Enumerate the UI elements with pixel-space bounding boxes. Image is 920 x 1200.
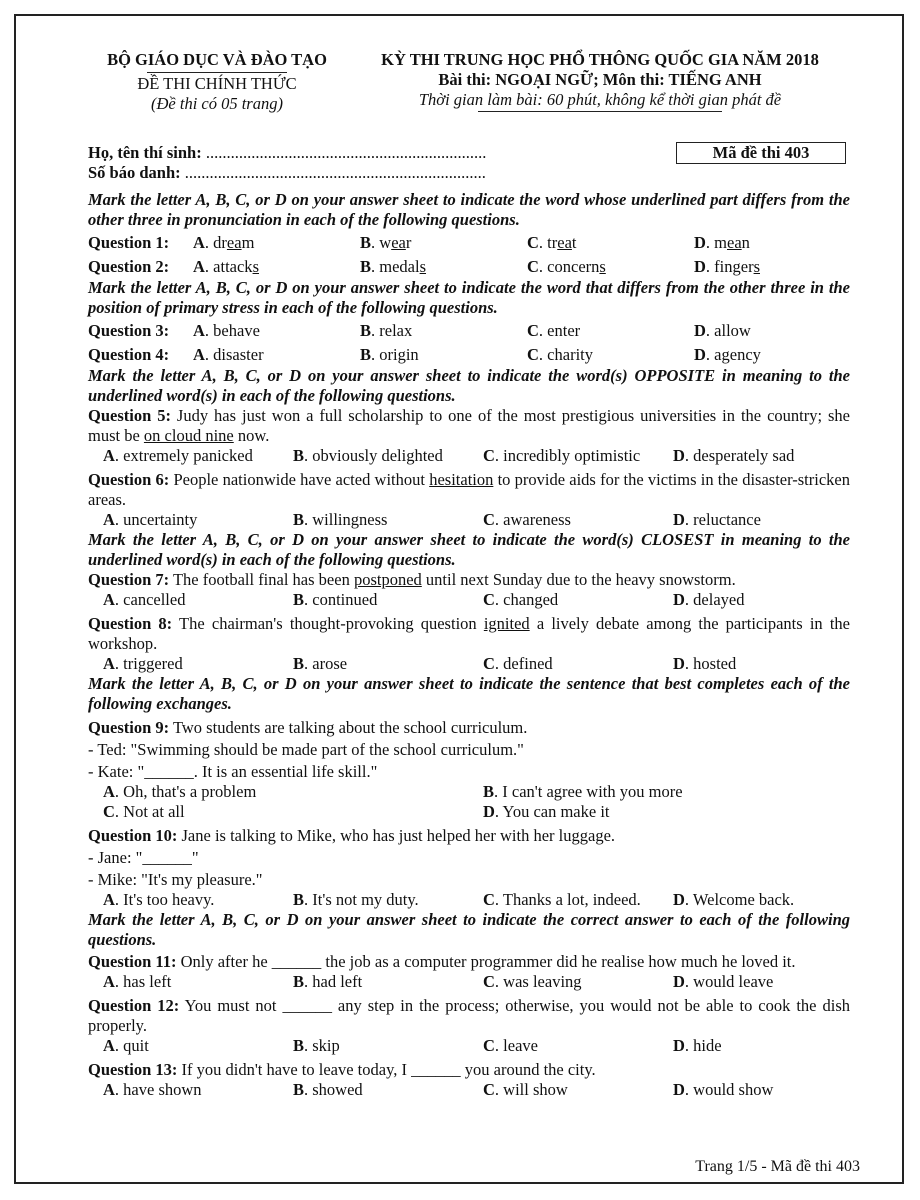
question-1	[88, 232, 850, 254]
option-d[interactable]: D. hide	[673, 1036, 722, 1055]
dialogue-line: - Ted: "Swimming should be made part of the school curriculum."	[88, 740, 524, 759]
candidate-info	[88, 143, 558, 183]
question-13-options	[88, 1080, 850, 1100]
id-field[interactable]: .........................................................................	[180, 163, 486, 182]
header-rule-left	[147, 72, 287, 73]
question-8-options	[88, 654, 850, 674]
option-c[interactable]: C. defined	[483, 654, 553, 673]
underlined-phrase: postponed	[353, 570, 422, 589]
exam-code-box: Mã đề thi 403	[676, 142, 846, 164]
question-11: Question 11: Only after he ______ the job as a computer programmer did he realise how much he loved it.	[88, 952, 796, 971]
option-c[interactable]: C. Not at all	[103, 802, 185, 821]
instruction-opposite: Mark the letter A, B, C, or D on your answer sheet to indicate the word(s) OPPOSITE in meaning to the underlined word(s) in each of the following questions.	[88, 366, 850, 405]
question-10-options	[88, 890, 850, 910]
question-label: Question 2:	[88, 257, 170, 276]
question-12: Question 12: You must not ______ any step in the process; otherwise, you would not be able to cook the dish properly.	[88, 996, 850, 1035]
option-a[interactable]: A. cancelled	[103, 590, 186, 609]
header-rule-right	[478, 111, 722, 112]
official-label: ĐỀ THI CHÍNH THỨC	[137, 74, 297, 93]
question-3	[88, 320, 850, 342]
option-d[interactable]: D. agency	[694, 345, 761, 364]
option-b[interactable]: B. wear	[360, 233, 412, 252]
question-9-options-row2	[88, 802, 850, 822]
option-d[interactable]: D. allow	[694, 321, 751, 340]
option-c[interactable]: C. charity	[527, 345, 593, 364]
option-a[interactable]: A. dream	[193, 233, 255, 252]
option-c[interactable]: C. will show	[483, 1080, 568, 1099]
option-b[interactable]: B. skip	[293, 1036, 340, 1055]
exam-subject: Bài thi: NGOẠI NGỮ; Môn thi: TIẾNG ANH	[438, 70, 762, 89]
question-13: Question 13: If you didn't have to leave today, I ______ you around the city.	[88, 1060, 596, 1079]
underlined-phrase: ignited	[483, 614, 530, 633]
option-b[interactable]: B. medals	[360, 257, 427, 276]
header-left	[92, 50, 342, 114]
option-b[interactable]: B. I can't agree with you more	[483, 782, 683, 801]
question-11-options	[88, 972, 850, 992]
question-5: Question 5: Judy has just won a full scholarship to one of the most prestigious universities in the country; she must be on cloud nine now.	[88, 406, 850, 445]
question-9: Question 9: Two students are talking about the school curriculum.	[88, 718, 528, 737]
option-c[interactable]: C. changed	[483, 590, 559, 609]
option-d[interactable]: D. delayed	[673, 590, 745, 609]
underlined-phrase: hesitation	[429, 470, 494, 489]
question-label: Question 4:	[88, 345, 170, 364]
question-4	[88, 344, 850, 366]
option-d[interactable]: D. desperately sad	[673, 446, 795, 465]
option-d[interactable]: D. Welcome back.	[673, 890, 795, 909]
question-10: Question 10: Jane is talking to Mike, who has just helped her with her luggage.	[88, 826, 616, 845]
instruction-pronunciation: Mark the letter A, B, C, or D on your answer sheet to indicate the word whose underlined part differs from the other three in pronunciation in each of the following questions.	[88, 190, 850, 229]
option-a[interactable]: A. It's too heavy.	[103, 890, 215, 909]
option-a[interactable]: A. have shown	[103, 1080, 202, 1099]
option-b[interactable]: B. It's not my duty.	[293, 890, 419, 909]
option-c[interactable]: C. concerns	[527, 257, 606, 276]
option-a[interactable]: A. attacks	[193, 257, 259, 276]
option-a[interactable]: A. behave	[193, 321, 260, 340]
question-8: Question 8: The chairman's thought-provoking question ignited a lively debate among the participants in the workshop.	[88, 614, 850, 653]
option-a[interactable]: A. quit	[103, 1036, 149, 1055]
option-d[interactable]: D. You can make it	[483, 802, 610, 821]
option-b[interactable]: B. relax	[360, 321, 413, 340]
option-b[interactable]: B. origin	[360, 345, 419, 364]
option-c[interactable]: C. treat	[527, 233, 577, 252]
option-a[interactable]: A. Oh, that's a problem	[103, 782, 257, 801]
exam-time: Thời gian làm bài: 60 phút, không kể thời gian phát đề	[418, 90, 782, 109]
exam-title: KỲ THI TRUNG HỌC PHỔ THÔNG QUỐC GIA NĂM 2018	[381, 50, 819, 69]
question-2	[88, 256, 850, 278]
option-a[interactable]: A. uncertainty	[103, 510, 198, 529]
option-b[interactable]: B. arose	[293, 654, 348, 673]
instruction-correct-answer: Mark the letter A, B, C, or D on your answer sheet to indicate the correct answer to each of the following questions.	[88, 910, 850, 949]
name-label: Họ, tên thí sinh:	[88, 143, 202, 162]
header-right	[362, 50, 838, 112]
page-footer: Trang 1/5 - Mã đề thi 403	[695, 1158, 860, 1175]
option-b[interactable]: B. had left	[293, 972, 363, 991]
option-b[interactable]: B. willingness	[293, 510, 388, 529]
option-b[interactable]: B. obviously delighted	[293, 446, 443, 465]
question-label: Question 3:	[88, 321, 170, 340]
instruction-stress: Mark the letter A, B, C, or D on your answer sheet to indicate the word that differs from the other three in the position of primary stress in each of the following questions.	[88, 278, 850, 317]
option-c[interactable]: C. enter	[527, 321, 581, 340]
option-d[interactable]: D. would leave	[673, 972, 774, 991]
option-b[interactable]: B. showed	[293, 1080, 363, 1099]
exam-content	[88, 190, 850, 1100]
option-a[interactable]: A. disaster	[193, 345, 264, 364]
name-field[interactable]: ....................................................................	[201, 143, 487, 162]
instruction-exchanges: Mark the letter A, B, C, or D on your answer sheet to indicate the sentence that best completes each of the following exchanges.	[88, 674, 850, 713]
question-5-options	[88, 446, 850, 466]
option-d[interactable]: D. hosted	[673, 654, 737, 673]
option-c[interactable]: C. was leaving	[483, 972, 582, 991]
option-d[interactable]: D. fingers	[694, 257, 760, 276]
id-label: Số báo danh:	[88, 163, 181, 182]
option-c[interactable]: C. awareness	[483, 510, 571, 529]
ministry-name: BỘ GIÁO DỤC VÀ ĐÀO TẠO	[107, 50, 327, 69]
option-d[interactable]: D. would show	[673, 1080, 774, 1099]
question-6-options	[88, 510, 850, 530]
question-9-options-row1	[88, 782, 850, 802]
option-d[interactable]: D. mean	[694, 233, 750, 252]
option-a[interactable]: A. has left	[103, 972, 172, 991]
dialogue-line: - Mike: "It's my pleasure."	[88, 870, 263, 889]
dialogue-line: - Jane: "______"	[88, 848, 199, 867]
question-7: Question 7: The football final has been postponed until next Sunday due to the heavy snowstorm.	[88, 570, 736, 589]
option-a[interactable]: A. extremely panicked	[103, 446, 253, 465]
option-d[interactable]: D. reluctance	[673, 510, 761, 529]
option-c[interactable]: C. leave	[483, 1036, 538, 1055]
instruction-closest: Mark the letter A, B, C, or D on your answer sheet to indicate the word(s) CLOSEST in meaning to the underlined word(s) in each of the following questions.	[88, 530, 850, 569]
question-7-options	[88, 590, 850, 610]
option-c[interactable]: C. Thanks a lot, indeed.	[483, 890, 641, 909]
pages-note: (Đề thi có 05 trang)	[151, 94, 283, 113]
underlined-phrase: on cloud nine	[143, 426, 234, 445]
question-label: Question 1:	[88, 233, 170, 252]
question-6: Question 6: People nationwide have acted without hesitation to provide aids for the victims in the disaster-stricken areas.	[88, 470, 850, 509]
dialogue-line: - Kate: "______. It is an essential life skill."	[88, 762, 378, 781]
option-a[interactable]: A. triggered	[103, 654, 183, 673]
exam-header	[0, 50, 920, 130]
question-12-options	[88, 1036, 850, 1056]
option-b[interactable]: B. continued	[293, 590, 378, 609]
option-c[interactable]: C. incredibly optimistic	[483, 446, 641, 465]
